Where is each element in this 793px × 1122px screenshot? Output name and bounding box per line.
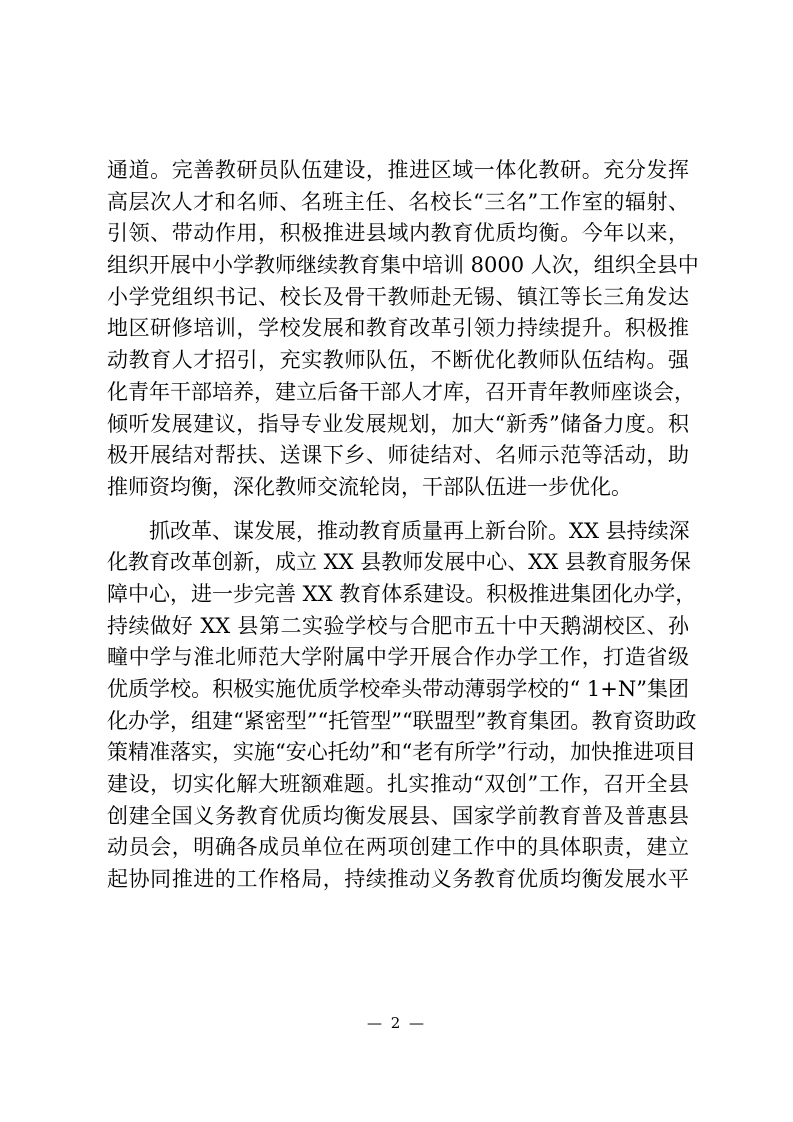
text-line: 倾听发展建议，指导专业发展规划，加大“新秀”储备力度。积 xyxy=(107,411,689,436)
text-line: 起协同推进的工作格局，持续推动义务教育优质均衡发展水平 xyxy=(107,867,689,892)
text-line: 化青年干部培养，建立后备干部人才库，召开青年教师座谈会， xyxy=(107,379,695,404)
text-line: 小学党组织书记、校长及骨干教师赴无锡、镇江等长三角发达 xyxy=(107,284,689,309)
text-line: 策精准落实，实施“安心托幼”和“老有所学”行动，加快推进项目 xyxy=(107,740,696,765)
text-line: 化办学，组建“紧密型”“托管型”“联盟型”教育集团。教育资助政 xyxy=(107,708,697,733)
text-line: 通道。完善教研员队伍建设，推进区域一体化教研。充分发挥 xyxy=(107,158,689,182)
text-line: 障中心，进一步完善 XX 教育体系建设。积极推进集团化办学， xyxy=(107,581,697,606)
text-line: 持续做好 XX 县第二实验学校与合肥市五十中天鹅湖校区、孙 xyxy=(107,613,689,638)
page-number: — 2 — xyxy=(366,1014,427,1032)
paragraph-teacher-development xyxy=(107,155,699,504)
text-line: 动员会，明确各成员单位在两项创建工作中的具体职责，建立 xyxy=(107,835,689,860)
paragraph-education-reform xyxy=(107,516,697,896)
text-line: 地区研修培训，学校发展和教育改革引领力持续提升。积极推 xyxy=(107,316,689,341)
text-line: 组织开展中小学教师继续教育集中培训 8000 人次，组织全县中 xyxy=(107,253,699,278)
text-line: 高层次人才和名师、名班主任、名校长“三名”工作室的辐射、 xyxy=(107,189,689,214)
text-line: 动教育人才招引，充实教师队伍，不断优化教师队伍结构。强 xyxy=(107,348,689,373)
text-line: 极开展结对帮扶、送课下乡、师徒结对、名师示范等活动，助 xyxy=(107,443,689,468)
text-line: 引领、带动作用，积极推进县域内教育优质均衡。今年以来， xyxy=(107,221,689,246)
text-line: 抓改革、谋发展，推动教育质量再上新台阶。XX 县持续深 xyxy=(149,518,690,543)
text-line: 推师资均衡，深化教师交流轮岗，干部队伍进一步优化。 xyxy=(107,474,632,499)
text-line: 创建全国义务教育优质均衡发展县、国家学前教育普及普惠县 xyxy=(107,803,689,828)
paragraph-spacing xyxy=(107,504,689,516)
text-line: 建设，切实化解大班额难题。扎实推动“双创”工作，召开全县 xyxy=(107,772,689,797)
text-line: 疃中学与淮北师范大学附属中学开展合作办学工作，打造省级 xyxy=(107,645,689,670)
text-line: 优质学校。积极实施优质学校牵头带动薄弱学校的“ 1+N”集团 xyxy=(107,677,689,701)
text-line: 化教育改革创新，成立 XX 县教师发展中心、XX 县教育服务保 xyxy=(107,550,691,575)
document-body xyxy=(107,155,699,896)
